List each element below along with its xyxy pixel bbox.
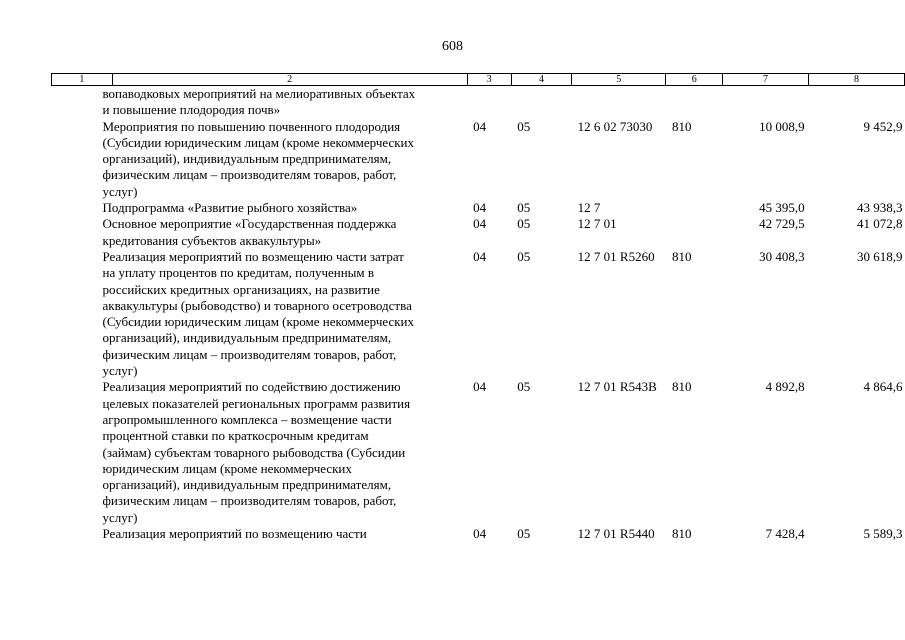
row-section: 04 <box>473 248 487 264</box>
column-header-1: 1 <box>52 74 113 86</box>
row-vr: 810 <box>671 248 692 264</box>
row-subsection: 05 <box>517 216 531 232</box>
row-name: Реализация мероприятий по содействию достижению целевых показателей региональных программ развития агропромышленного комплекса – возмещение части процентной ставки по краткосрочным кредитам (займам) субъектам товарного рыбоводства (Субсидии юридическим лицам (кроме некоммерческих организаций), индивидуальным предпринимателям, физическим лицам – производителям товаров, работ, услуг) <box>102 379 411 525</box>
row-name: Реализация мероприятий по возмещению части затрат на уплату процентов по кредитам, полученным в российских кредитных организациях, на развитие аквакультуры (рыбоводство) и товарного осетроводства (Субсидии юридическим лицам (кроме некоммерческих организаций), индивидуальным предпринимателям, физическим лицам – производителям товаров, работ, услуг) <box>102 248 415 379</box>
row-subsection: 05 <box>517 248 531 264</box>
row-amount-1: 42 729,5 <box>759 216 805 232</box>
table-row <box>52 526 905 542</box>
row-subsection: 05 <box>517 118 531 134</box>
row-vr <box>666 86 723 119</box>
row-csr: 12 7 01 R5260 <box>577 248 655 264</box>
row-name: Подпрограмма «Развитие рыбного хозяйства» <box>102 200 358 216</box>
row-amount-1: 45 395,0 <box>759 200 805 216</box>
row-name: Основное мероприятие «Государственная поддержка кредитования субъектов аквакультуры» <box>102 216 397 248</box>
row-subsection <box>511 86 571 119</box>
row-amount-1: 7 428,4 <box>765 526 805 542</box>
row-amount-2: 43 938,3 <box>857 200 903 216</box>
row-vr <box>666 216 723 249</box>
table-row <box>52 249 905 379</box>
column-header-2: 2 <box>112 74 467 86</box>
column-header-7: 7 <box>722 74 808 86</box>
table-row <box>52 86 905 119</box>
row-amount-2: 30 618,9 <box>857 248 903 264</box>
table-row <box>52 379 905 526</box>
row-amount-2 <box>809 86 905 119</box>
row-amount-1: 30 408,3 <box>759 248 805 264</box>
row-csr: 12 7 <box>577 200 601 216</box>
row-section: 04 <box>473 526 487 542</box>
row-vr: 810 <box>671 379 692 395</box>
row-subsection: 05 <box>517 200 531 216</box>
row-amount-1: 4 892,8 <box>765 379 805 395</box>
table-header <box>52 74 905 86</box>
table-row <box>52 200 905 216</box>
row-name: Реализация мероприятий по возмещению части <box>102 526 367 542</box>
column-header-5: 5 <box>572 74 666 86</box>
row-amount-1 <box>722 86 808 119</box>
column-header-4: 4 <box>511 74 571 86</box>
budget-table <box>51 73 905 542</box>
row-name: Мероприятия по повышению почвенного плодородия (Субсидии юридическим лицам (кроме некоммерческих организаций), индивидуальным предпринимателям, физическим лицам – производителям товаров, работ, услуг) <box>102 118 415 199</box>
page-number: 608 <box>442 39 463 54</box>
table-row <box>52 216 905 249</box>
row-subsection: 05 <box>517 379 531 395</box>
row-amount-2: 41 072,8 <box>857 216 903 232</box>
row-amount-1: 10 008,9 <box>759 118 805 134</box>
row-csr: 12 7 01 <box>577 216 617 232</box>
row-amount-2: 5 589,3 <box>863 526 903 542</box>
row-csr: 12 7 01 R5440 <box>577 526 655 542</box>
row-section: 04 <box>473 216 487 232</box>
row-csr <box>572 86 666 119</box>
row-csr: 12 6 02 73030 <box>577 118 653 134</box>
row-vr <box>666 200 723 216</box>
row-csr: 12 7 01 R543В <box>577 379 657 395</box>
table-row <box>52 119 905 200</box>
row-vr: 810 <box>671 118 692 134</box>
column-header-6: 6 <box>666 74 723 86</box>
row-section: 04 <box>473 200 487 216</box>
row-amount-2: 9 452,9 <box>863 118 903 134</box>
column-header-8: 8 <box>809 74 905 86</box>
row-section: 04 <box>473 118 487 134</box>
row-section <box>467 86 511 119</box>
row-subsection: 05 <box>517 526 531 542</box>
row-name: вопаводковых мероприятий на мелиоративных объектах и повышение плодородия почв» <box>102 86 416 118</box>
row-vr: 810 <box>671 526 692 542</box>
row-amount-2: 4 864,6 <box>863 379 903 395</box>
column-header-3: 3 <box>467 74 511 86</box>
row-section: 04 <box>473 379 487 395</box>
